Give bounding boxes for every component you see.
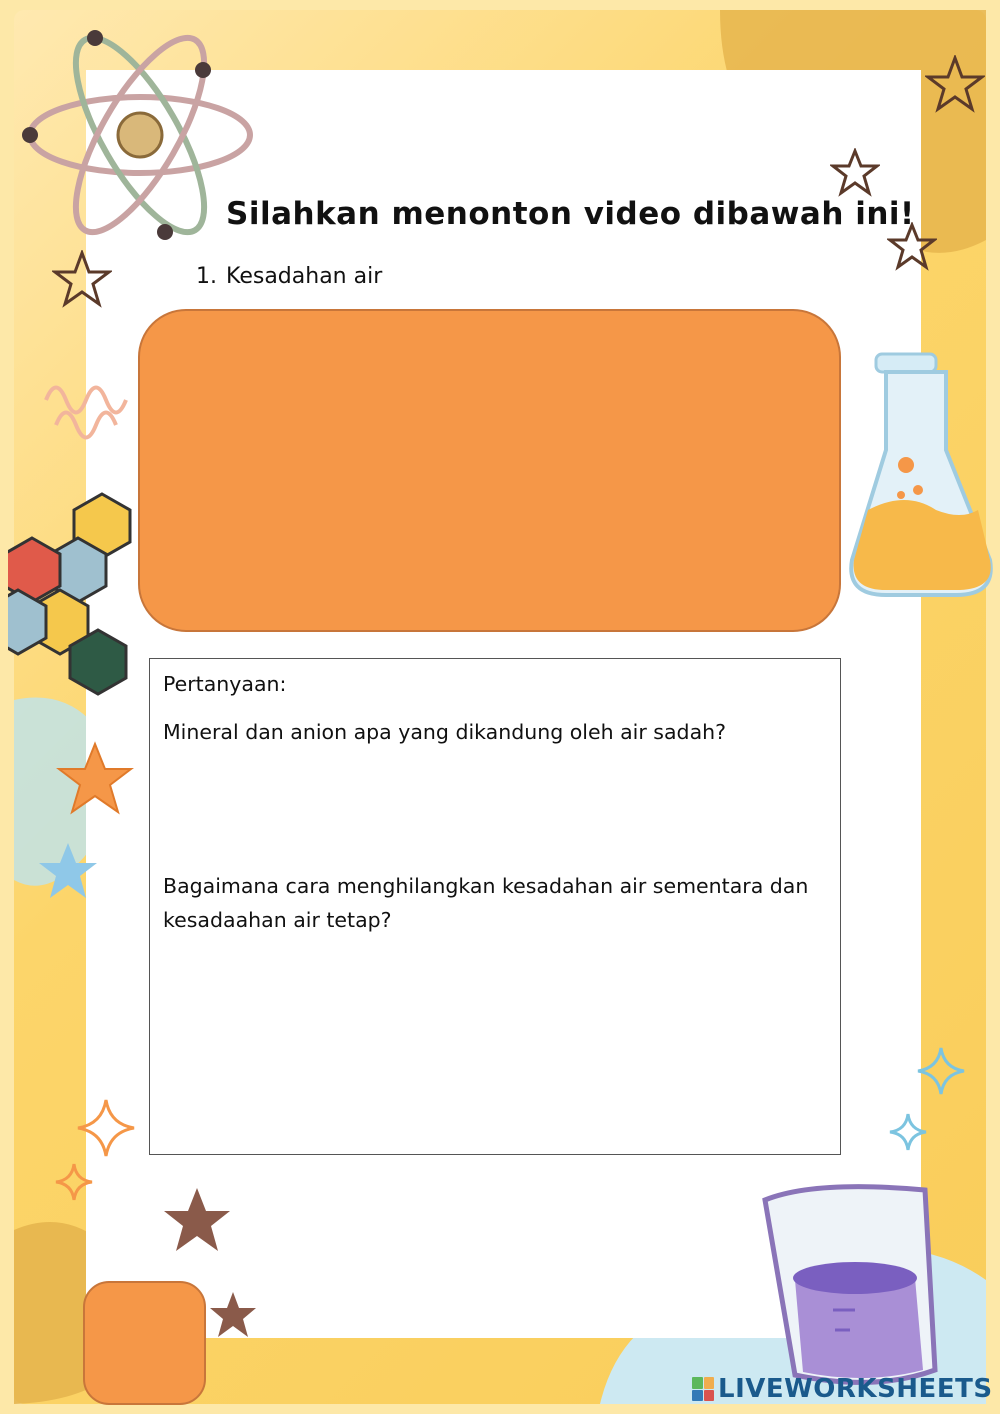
page-title: Silahkan menonton video dibawah ini! — [226, 196, 915, 232]
sparkle-icon — [76, 1098, 136, 1158]
question-2: Bagaimana cara menghilangkan kesadahan air sementara dan kesadaahan air tetap? — [163, 874, 809, 932]
question-1: Mineral dan anion apa yang dikandung oleh air sadah? — [163, 720, 726, 744]
hexagon-molecule-icon — [8, 490, 138, 710]
list-number: 1. — [196, 264, 217, 289]
beaker-icon — [755, 1170, 985, 1400]
sparkle-icon — [54, 1162, 94, 1202]
watermark-logo — [692, 1374, 993, 1404]
star-icon — [36, 840, 100, 904]
logo-icon — [692, 1377, 714, 1401]
star-icon — [55, 740, 135, 820]
list-item — [196, 264, 382, 289]
star-icon — [208, 1290, 258, 1340]
flask-icon — [846, 350, 996, 610]
answer-placeholder[interactable] — [83, 1281, 206, 1405]
star-icon — [925, 55, 985, 115]
spring-icon — [36, 370, 136, 460]
sparkle-icon — [888, 1112, 928, 1152]
star-icon — [830, 148, 880, 198]
watermark-text: LIVEWORKSHEETS — [718, 1374, 993, 1404]
video-placeholder[interactable] — [138, 309, 841, 632]
questions-label: Pertanyaan: — [163, 672, 287, 696]
sparkle-icon — [916, 1046, 966, 1096]
star-icon — [52, 250, 112, 310]
star-icon — [162, 1185, 232, 1255]
question-box — [149, 658, 841, 1155]
list-label: Kesadahan air — [226, 264, 383, 289]
